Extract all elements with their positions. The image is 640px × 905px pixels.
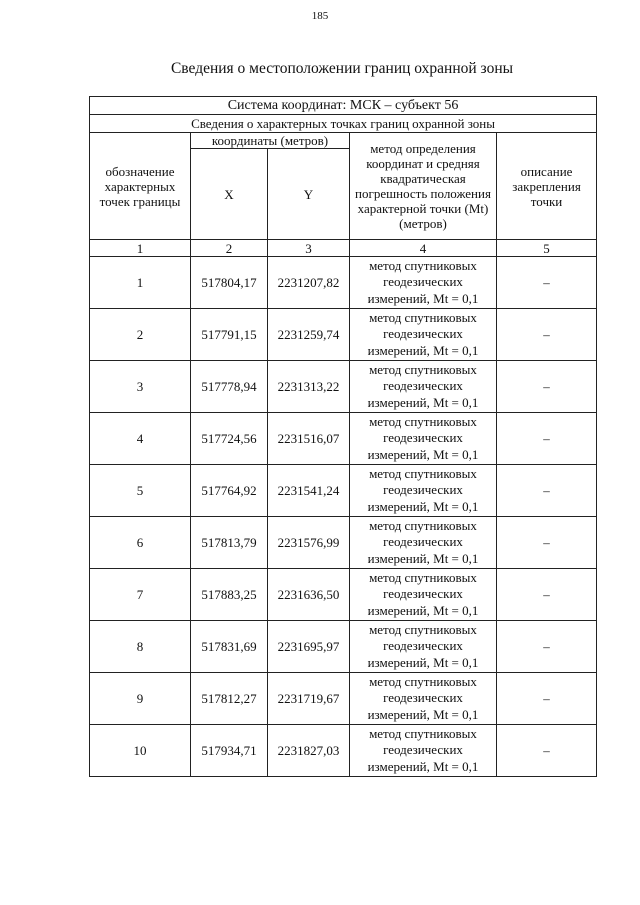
method-cell: метод спутниковых геодезических измерений, Mt = 0,1 [350, 673, 497, 725]
y-coordinate-cell: 2231636,50 [268, 569, 350, 621]
x-coordinate-cell: 517724,56 [191, 413, 268, 465]
method-cell: метод спутниковых геодезических измерений, Mt = 0,1 [350, 413, 497, 465]
info-header-row [90, 115, 597, 133]
description-cell: – [497, 257, 597, 309]
x-coordinate-cell: 517791,15 [191, 309, 268, 361]
method-cell: метод спутниковых геодезических измерений, Mt = 0,1 [350, 621, 497, 673]
table-row [90, 413, 597, 465]
y-header: Y [268, 149, 350, 240]
y-coordinate-cell: 2231695,97 [268, 621, 350, 673]
method-cell: метод спутниковых геодезических измерений, Mt = 0,1 [350, 569, 497, 621]
description-cell: – [497, 517, 597, 569]
x-coordinate-cell: 517883,25 [191, 569, 268, 621]
table-row [90, 621, 597, 673]
column-number: 5 [497, 240, 597, 257]
y-coordinate-cell: 2231541,24 [268, 465, 350, 517]
method-cell: метод спутниковых геодезических измерений, Mt = 0,1 [350, 517, 497, 569]
table-row [90, 257, 597, 309]
column-header-row [90, 133, 597, 149]
description-cell: – [497, 673, 597, 725]
table-row [90, 725, 597, 777]
y-coordinate-cell: 2231259,74 [268, 309, 350, 361]
y-coordinate-cell: 2231313,22 [268, 361, 350, 413]
table-row [90, 569, 597, 621]
column-number: 2 [191, 240, 268, 257]
method-cell: метод спутниковых геодезических измерений, Mt = 0,1 [350, 257, 497, 309]
y-coordinate-cell: 2231207,82 [268, 257, 350, 309]
method-cell: метод спутниковых геодезических измерений, Mt = 0,1 [350, 465, 497, 517]
coordinate-system-row [90, 97, 597, 115]
table-row [90, 361, 597, 413]
method-cell: метод спутниковых геодезических измерений, Mt = 0,1 [350, 309, 497, 361]
coordinates-header: координаты (метров) [191, 133, 350, 149]
point-designation-header: обозначение характерных точек границы [90, 133, 191, 240]
boundary-points-table [89, 96, 597, 777]
y-coordinate-cell: 2231576,99 [268, 517, 350, 569]
point-id-cell: 8 [90, 621, 191, 673]
y-coordinate-cell: 2231516,07 [268, 413, 350, 465]
table-body [90, 97, 597, 777]
x-coordinate-cell: 517778,94 [191, 361, 268, 413]
column-numbers-row [90, 240, 597, 257]
x-coordinate-cell: 517813,79 [191, 517, 268, 569]
method-cell: метод спутниковых геодезических измерений, Mt = 0,1 [350, 361, 497, 413]
characteristic-points-header: Сведения о характерных точках границ охранной зоны [90, 115, 597, 133]
description-cell: – [497, 465, 597, 517]
x-coordinate-cell: 517764,92 [191, 465, 268, 517]
description-cell: – [497, 725, 597, 777]
description-cell: – [497, 621, 597, 673]
description-cell: – [497, 569, 597, 621]
point-id-cell: 9 [90, 673, 191, 725]
method-header: метод определения координат и средняя квадратическая погрешность положения характерной точки (Mt) (метров) [350, 133, 497, 240]
column-number: 1 [90, 240, 191, 257]
x-coordinate-cell: 517831,69 [191, 621, 268, 673]
description-header: описание закрепления точки [497, 133, 597, 240]
description-cell: – [497, 309, 597, 361]
document-title: Сведения о местоположении границ охранной зоны [170, 60, 514, 77]
x-coordinate-cell: 517934,71 [191, 725, 268, 777]
description-cell: – [497, 361, 597, 413]
point-id-cell: 3 [90, 361, 191, 413]
point-id-cell: 1 [90, 257, 191, 309]
description-cell: – [497, 413, 597, 465]
point-id-cell: 10 [90, 725, 191, 777]
point-id-cell: 4 [90, 413, 191, 465]
table-row [90, 673, 597, 725]
method-cell: метод спутниковых геодезических измерений, Mt = 0,1 [350, 725, 497, 777]
x-header: X [191, 149, 268, 240]
point-id-cell: 7 [90, 569, 191, 621]
y-coordinate-cell: 2231827,03 [268, 725, 350, 777]
table-row [90, 309, 597, 361]
table-row [90, 517, 597, 569]
table-row [90, 465, 597, 517]
column-number: 4 [350, 240, 497, 257]
page-number: 185 [311, 10, 329, 22]
point-id-cell: 2 [90, 309, 191, 361]
column-number: 3 [268, 240, 350, 257]
coordinate-system-header: Система координат: МСК – субъект 56 [90, 97, 597, 115]
y-coordinate-cell: 2231719,67 [268, 673, 350, 725]
x-coordinate-cell: 517812,27 [191, 673, 268, 725]
x-coordinate-cell: 517804,17 [191, 257, 268, 309]
point-id-cell: 5 [90, 465, 191, 517]
point-id-cell: 6 [90, 517, 191, 569]
